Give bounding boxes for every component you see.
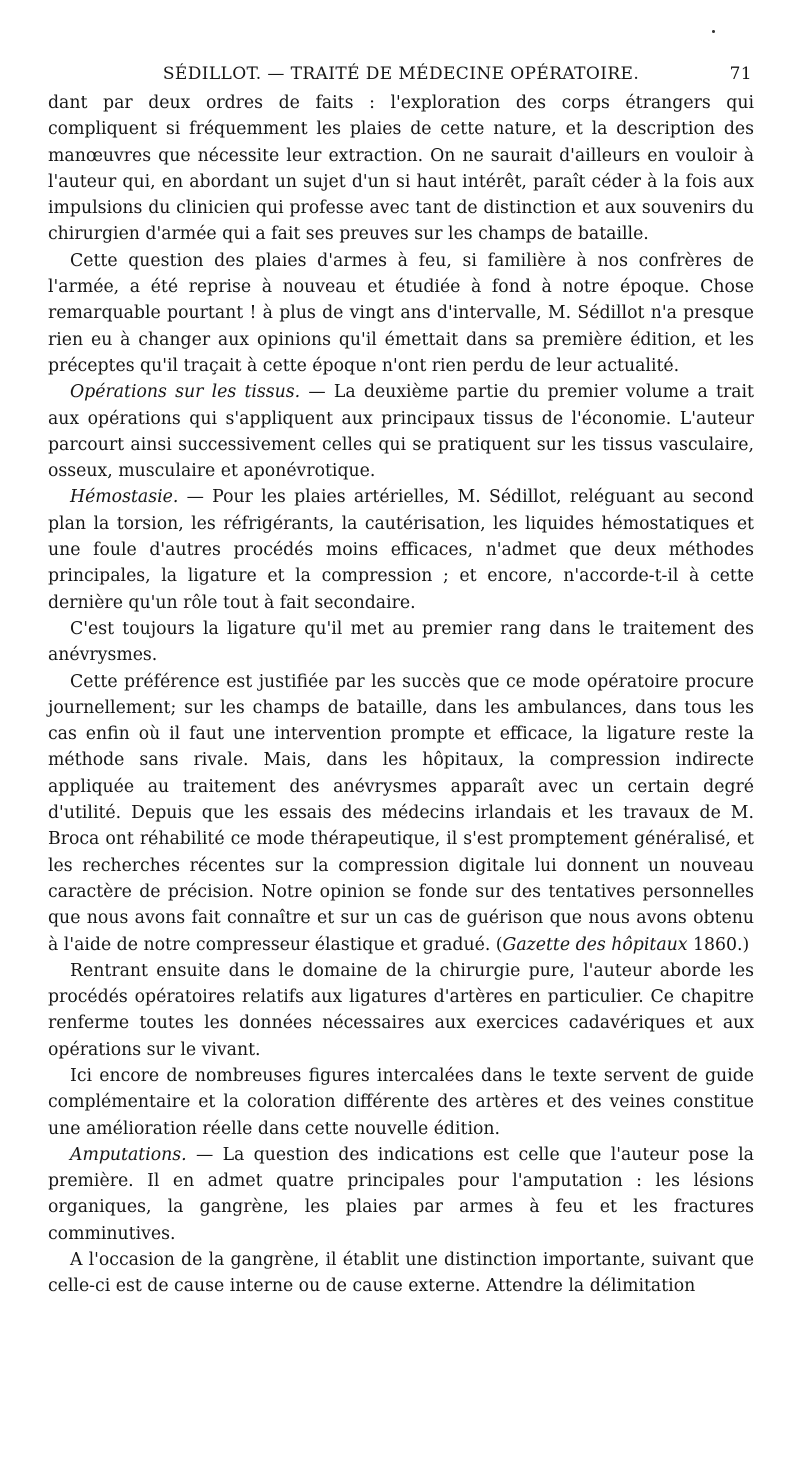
scan-speck	[712, 30, 715, 33]
paragraph-text: — Pour les plaies artérielles, M. Sédillot, reléguant au second plan la torsion, les réfrigérants, la cautérisation, les liquides hémostatiques et une foule d'autres procédés moins efficaces, n'admet que deux méthodes principales, la ligature et la compression ; et encore, n'accorde-t-il à cette dernière qu'un rôle tout à fait secondaire.	[48, 487, 754, 613]
paragraph-text: — La question des indications est celle que l'auteur pose la première. Il en admet quatre principales pour l'amputation : les lésions organiques, la gangrène, les plaies par armes à feu et les fractures comminutives.	[48, 1144, 754, 1244]
paragraph-hemostasie	[48, 484, 754, 615]
section-run-in-heading: Opérations sur les tissus.	[70, 382, 301, 403]
body-text	[48, 90, 754, 1300]
running-head-title: SÉDILLOT. — TRAITÉ DE MÉDECINE OPÉRATOIRE.	[162, 64, 640, 84]
page-number: 71	[729, 64, 752, 84]
paragraph-2	[48, 248, 754, 379]
paragraph-text: Cette question des plaies d'armes à feu, si familière à nos confrères de l'armée, a été reprise à nouveau et étudiée à fond à notre époque. Chose remarquable pourtant ! à plus de vingt ans d'intervalle, M. Sédillot n'a presque rien eu à changer aux opinions qu'il émettait dans sa première édition, et les préceptes qu'il traçait à cette époque n'ont rien perdu de leur actualité.	[48, 250, 754, 376]
paragraph-text: dant par deux ordres de faits : l'exploration des corps étrangers qui compliquent si fréquemment les plaies de cette nature, et la description des manœuvres que nécessite leur extraction. On ne saurait d'ailleurs en vouloir à l'auteur qui, en abordant un sujet d'un si haut intérêt, paraît céder à la fois aux impulsions du clinicien qui professe avec tant de distinction et aux souvenirs du chirurgien d'armée qui a fait ses preuves sur les champs de bataille.	[48, 93, 754, 245]
paragraph-7	[48, 958, 754, 1063]
paragraph-8	[48, 1063, 754, 1142]
paragraph-text: Rentrant ensuite dans le domaine de la chirurgie pure, l'auteur aborde les procédés opératoires relatifs aux ligatures d'artères en particulier. Ce chapitre renferme toutes les données nécessaires aux exercices cadavériques et aux opérations sur le vivant.	[48, 960, 754, 1060]
paragraph-6	[48, 669, 754, 958]
paragraph-text: C'est toujours la ligature qu'il met au premier rang dans le traitement des anévrysmes.	[48, 618, 754, 666]
citation-tail: 1860.)	[687, 934, 750, 955]
citation-journal-title: Gazette des hôpitaux	[502, 934, 688, 955]
paragraph-10	[48, 1247, 754, 1300]
page	[48, 58, 754, 1300]
paragraph-operations-sur-les-tissus	[48, 379, 754, 484]
section-run-in-heading: Hémostasie.	[70, 487, 179, 508]
paragraph-1	[48, 90, 754, 248]
section-run-in-heading: Amputations.	[70, 1144, 187, 1165]
paragraph-text: A l'occasion de la gangrène, il établit une distinction importante, suivant que celle-ci est de cause interne ou de cause externe. Attendre la délimitation	[48, 1250, 754, 1297]
paragraph-text: — La deuxième partie du premier volume a trait aux opérations qui s'appliquent aux principaux tissus de l'économie. L'auteur parcourt ainsi successivement celles qui se pratiquent sur les tissus vasculaire, osseux, musculaire et aponévrotique.	[48, 382, 754, 482]
running-head	[48, 58, 754, 90]
paragraph-text: Cette préférence est justifiée par les succès que ce mode opératoire procure journellement; sur les champs de bataille, dans les ambulances, dans tous les cas enfin où il faut une intervention prompte et efficace, la ligature reste la méthode sans rivale. Mais, dans les hôpitaux, la compression indirecte appliquée au traitement des anévrysmes apparaît avec un certain degré d'utilité. Depuis que les essais des médecins irlandais et les travaux de M. Broca ont réhabilité ce mode thérapeutique, il s'est promptement généralisé, et les recherches récentes sur la compression digitale lui donnent un nouveau caractère de précision. Notre opinion se fonde sur des tentatives personnelles que nous avons fait connaître et sur un cas de guérison que nous avons obtenu à l'aide de notre compresseur élastique et gradué. (	[48, 671, 754, 955]
paragraph-amputations	[48, 1142, 754, 1247]
paragraph-5	[48, 616, 754, 669]
paragraph-text: Ici encore de nombreuses figures intercalées dans le texte servent de guide complémentaire et la coloration différente des artères et des veines constitue une amélioration réelle dans cette nouvelle édition.	[48, 1065, 754, 1139]
